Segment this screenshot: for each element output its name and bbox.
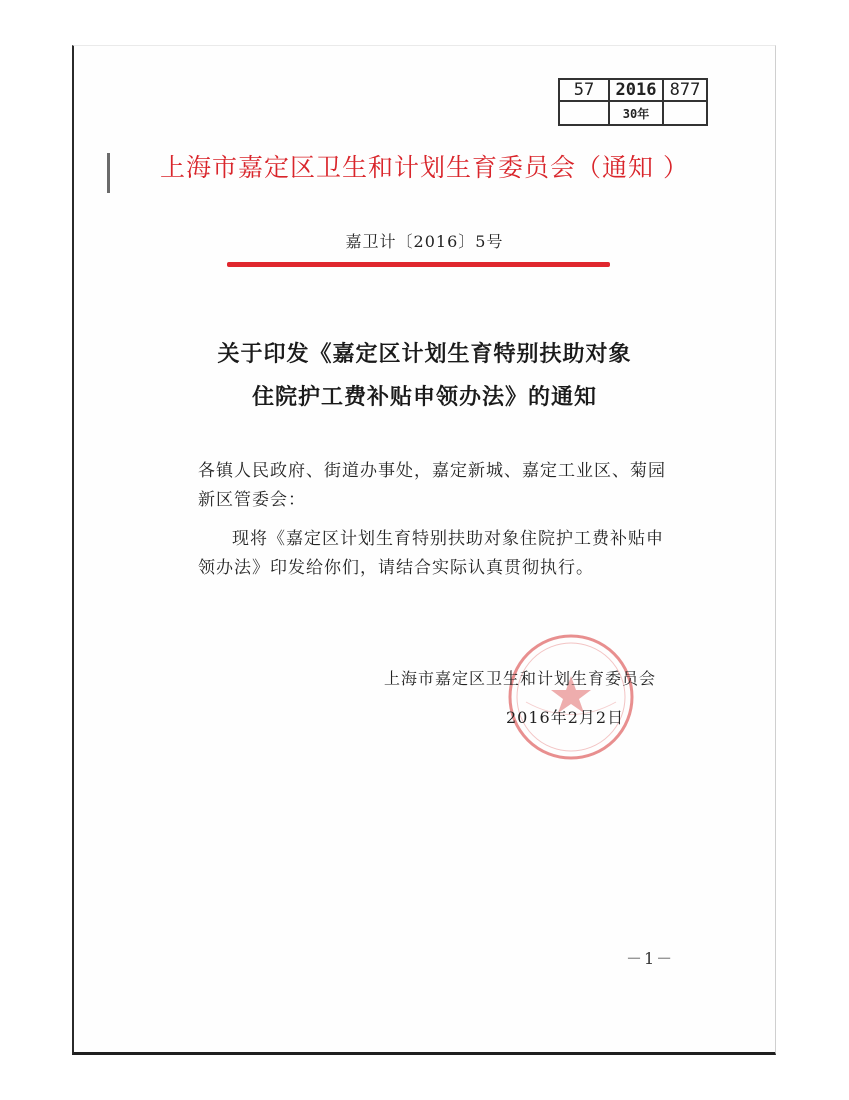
issuing-authority-header: 上海市嘉定区卫生和计划生育委员会（通知 ） [160,153,689,182]
document-title [0,333,849,419]
binding-mark [107,153,110,193]
archive-retention-period: 30年 [610,102,664,124]
document-number: 嘉卫计〔2016〕5号 [345,232,504,251]
body-line: 现将《嘉定区计划生育特别扶助对象住院护工费补贴申 [232,529,664,549]
official-seal-stamp [506,632,636,762]
title-line: 关于印发《嘉定区计划生育特别扶助对象 [217,341,632,367]
body-paragraph [198,525,678,583]
archive-empty-cell [560,102,610,124]
addressee-line: 各镇人民政府、街道办事处，嘉定新城、嘉定工业区、菊园 [198,461,666,481]
signature-authority: 上海市嘉定区卫生和计划生育委员会 [384,669,657,688]
page-number: －1－ [626,949,675,968]
archive-fonds-number: 57 [560,80,610,102]
archive-empty-cell [664,102,706,124]
archive-item-number: 877 [664,80,706,102]
title-line: 住院护工费补贴申领办法》的通知 [251,384,597,410]
body-line: 领办法》印发给你们，请结合实际认真贯彻执行。 [198,558,594,578]
archive-year: 2016 [610,80,664,102]
issue-date: 2016年2月2日 [506,708,625,727]
addressee [198,457,678,515]
red-separator-line [227,262,610,267]
archive-number-box [558,78,708,126]
addressee-line: 新区管委会： [198,490,306,510]
